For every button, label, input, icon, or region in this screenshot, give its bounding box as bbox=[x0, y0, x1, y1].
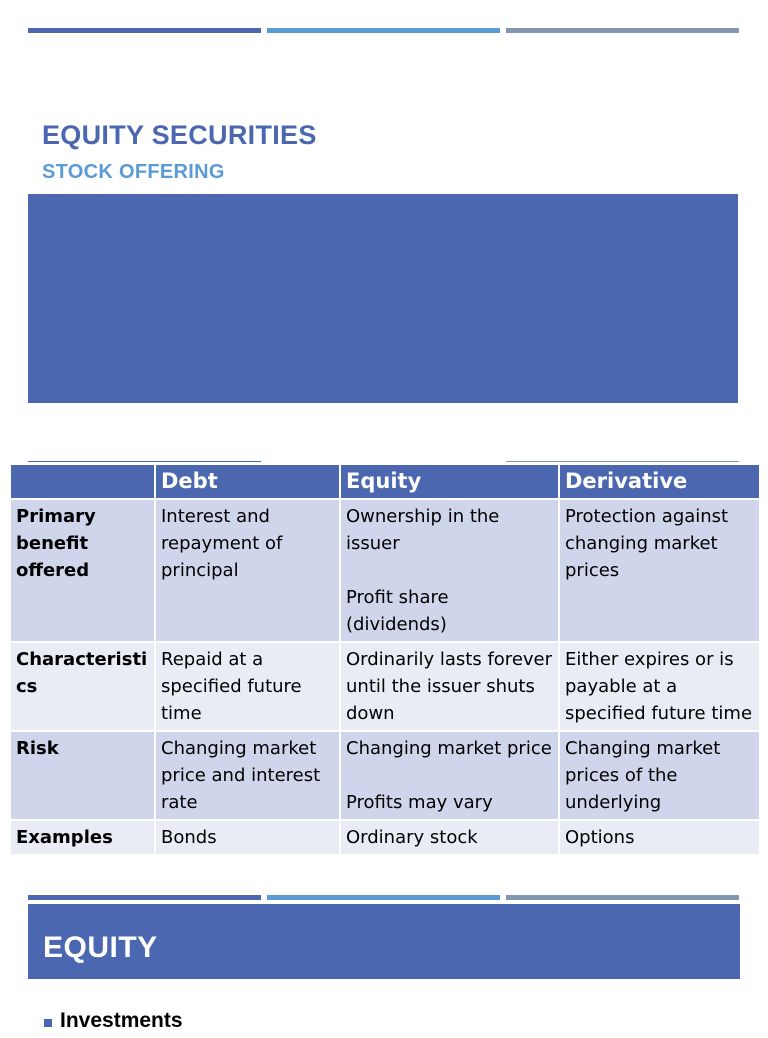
cell-debt: Changing market price and interest rate bbox=[155, 731, 340, 820]
accent-bar-slate bbox=[506, 895, 739, 900]
cell-derivative: Protection against changing market prices bbox=[559, 499, 760, 642]
table-row bbox=[10, 731, 760, 820]
cell-equity: Ordinary stock bbox=[340, 820, 559, 855]
table-row bbox=[10, 642, 760, 731]
accent-bar-slate bbox=[506, 28, 739, 33]
row-label-characteristics: Characteristics bbox=[10, 642, 155, 731]
header-equity: Equity bbox=[340, 464, 559, 499]
cell-debt: Interest and repayment of principal bbox=[155, 499, 340, 642]
bullet-text: Investments bbox=[60, 1009, 183, 1032]
cell-derivative: Either expires or is payable at a specified future time bbox=[559, 642, 760, 731]
comparison-table bbox=[9, 463, 761, 856]
divider-line bbox=[506, 461, 739, 462]
accent-bar-dark-blue bbox=[28, 895, 261, 900]
row-label-examples: Examples bbox=[10, 820, 155, 855]
row-label-primary-benefit: Primary benefit offered bbox=[10, 499, 155, 642]
cell-derivative: Options bbox=[559, 820, 760, 855]
slide-title: EQUITY bbox=[43, 931, 158, 964]
content-panel bbox=[28, 194, 738, 403]
cell-equity bbox=[340, 499, 559, 642]
cell-debt: Repaid at a specified future time bbox=[155, 642, 340, 731]
cell-debt: Bonds bbox=[155, 820, 340, 855]
header-debt: Debt bbox=[155, 464, 340, 499]
bullet-square-icon bbox=[44, 1019, 52, 1027]
accent-bar-light-blue bbox=[267, 28, 500, 33]
divider-line bbox=[28, 461, 261, 462]
bullet-item bbox=[44, 1008, 183, 1038]
cell-derivative: Changing market prices of the underlying bbox=[559, 731, 760, 820]
cell-equity: Ordinarily lasts forever until the issuer shuts down bbox=[340, 642, 559, 731]
slide-title: EQUITY SECURITIES bbox=[42, 120, 317, 150]
header-corner bbox=[10, 464, 155, 499]
accent-bar-light-blue bbox=[267, 895, 500, 900]
header-derivative: Derivative bbox=[559, 464, 760, 499]
row-label-risk: Risk bbox=[10, 731, 155, 820]
table-row bbox=[10, 820, 760, 855]
cell-text: Profit share (dividends) bbox=[346, 587, 449, 635]
slide-subtitle: STOCK OFFERING bbox=[42, 161, 225, 183]
cell-text: Profits may vary bbox=[346, 792, 493, 813]
accent-bar-dark-blue bbox=[28, 28, 261, 33]
table-row bbox=[10, 499, 760, 642]
table-header-row bbox=[10, 464, 760, 499]
cell-equity bbox=[340, 731, 559, 820]
slide-title-band bbox=[28, 904, 740, 979]
cell-text: Changing market price bbox=[346, 738, 552, 759]
cell-text: Ownership in the issuer bbox=[346, 506, 500, 554]
